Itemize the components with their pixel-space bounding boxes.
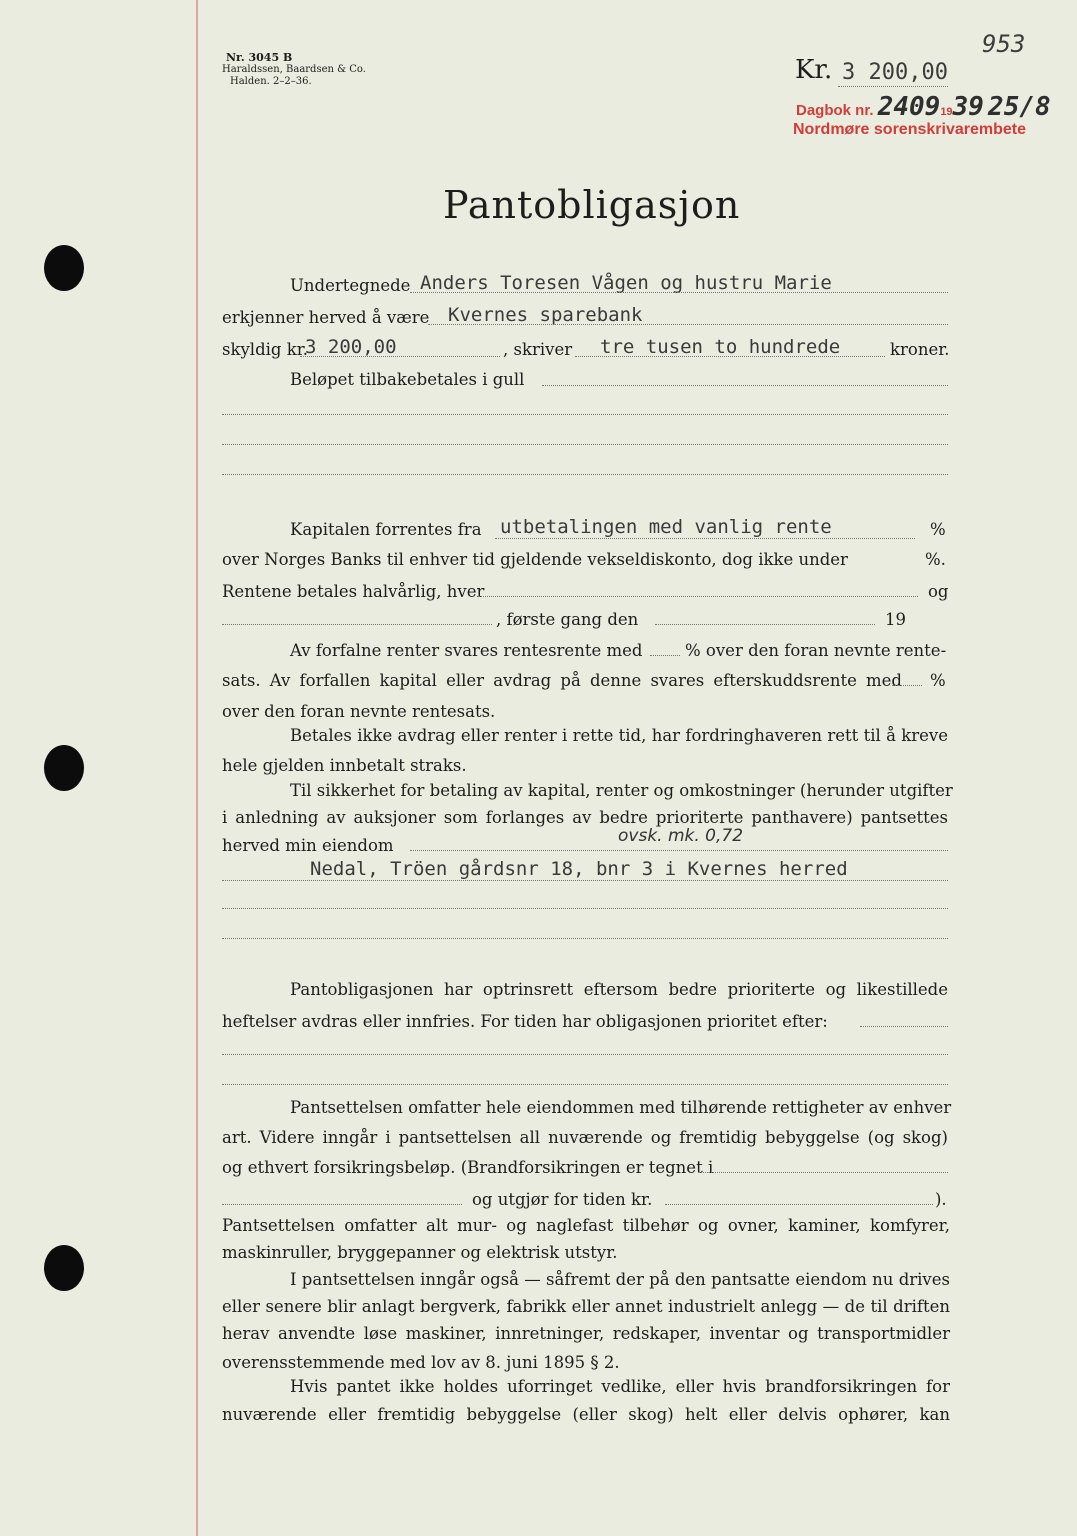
amount-header-value: 3 200,00 [842, 60, 948, 85]
para5-line3: og ethvert forsikringsbeløp. (Brandforsikringen er tegnet i [222, 1158, 714, 1177]
dotted-line [650, 655, 680, 656]
interest-line-4: , første gang den [496, 610, 639, 629]
dotted-line [838, 86, 948, 87]
dotted-line [410, 850, 948, 851]
interest-line-3: Rentene betales halvårlig, hver [222, 582, 485, 601]
dagbok-label: Dagbok nr. [796, 102, 874, 119]
dotted-line [892, 685, 922, 686]
office-stamp: Nordmøre sorenskrivarembete [793, 121, 1026, 138]
dotted-line [575, 356, 885, 357]
year-19: 19 [885, 610, 906, 629]
para2-line2: hele gjelden innbetalt straks. [222, 756, 467, 775]
para8-line2: nuværende eller fremtidig bebyggelse (eller skog) helt eller delvis ophører, kan [222, 1405, 950, 1424]
para5-line4a: og utgjør for tiden kr. [472, 1190, 653, 1209]
dotted-line [222, 938, 948, 939]
amount-label: Kr. [795, 55, 833, 85]
repaid-label: Beløpet tilbakebetales i gull [290, 370, 525, 389]
dagbok-stamp [796, 92, 1051, 122]
para3-line2: i anledning av auksjoner som forlanges av bedre prioriterte panthavere) pantsettes [222, 808, 948, 827]
dotted-line [222, 1204, 462, 1205]
dotted-line [222, 908, 948, 909]
dotted-line [495, 538, 915, 539]
percent-sign: % [930, 671, 946, 690]
interest-from-value: utbetalingen med vanlig rente [500, 516, 832, 538]
dotted-line [665, 1204, 933, 1205]
dotted-line [655, 624, 875, 625]
page-number: 953 [982, 30, 1026, 58]
undersigned-label: Undertegnede [290, 276, 411, 295]
punch-hole [44, 245, 84, 291]
para3-line3: herved min eiendom [222, 836, 394, 855]
para4-line2: heftelser avdras eller innfries. For tiden har obligasjonen prioritet efter: [222, 1012, 828, 1031]
para7-line3: herav anvendte løse maskiner, innretninger, redskaper, inventar og transportmidler [222, 1324, 950, 1343]
amount-words: tre tusen to hundrede [600, 336, 841, 358]
dotted-line [222, 624, 492, 625]
dotted-line [478, 596, 918, 597]
document-title: Pantobligasjon [443, 183, 741, 227]
dotted-line [300, 356, 500, 357]
dotted-line [222, 1054, 948, 1055]
dotted-line [222, 474, 948, 475]
dotted-line [698, 1172, 948, 1173]
form-number: Nr. 3045 B [226, 51, 293, 64]
para1-line2: sats. Av forfallen kapital eller avdrag på denne svares efterskuddsrente med [222, 671, 902, 690]
dagbok-year: 39 [952, 92, 984, 122]
amount-value: 3 200,00 [305, 336, 397, 358]
para5-line4b: ). [935, 1190, 947, 1209]
publisher: Haraldssen, Baardsen & Co. [222, 64, 366, 75]
para7-line4: overensstemmende med lov av 8. juni 1895 § 2. [222, 1353, 620, 1372]
para8-line1: Hvis pantet ikke holdes uforringet vedlike, eller hvis brandforsikringen for [290, 1377, 950, 1396]
para1-line1: Av forfalne renter svares rentesrente med [290, 641, 643, 660]
dotted-line [410, 292, 948, 293]
para2-line1: Betales ikke avdrag eller renter i rette tid, har fordringhaveren rett til å kreve [290, 726, 948, 745]
para4-line1: Pantobligasjonen har optrinsrett eftersom bedre prioriterte og likestillede [290, 980, 948, 999]
para6-line1: Pantsettelsen omfatter alt mur- og naglefast tilbehør og ovner, kaminer, komfyrer, [222, 1216, 950, 1235]
writes-label: , skriver [503, 340, 573, 359]
dagbok-number: 2409 [877, 92, 941, 122]
punch-hole [44, 1245, 84, 1291]
interest-from-label: Kapitalen forrentes fra [290, 520, 482, 539]
dotted-line [428, 324, 948, 325]
para6-line2: maskinruller, bryggepanner og elektrisk utstyr. [222, 1243, 618, 1262]
interest-line-2: over Norges Banks til enhver tid gjeldende vekseldiskonto, dog ikke under [222, 550, 848, 569]
undersigned-value: Anders Toresen Vågen og hustru Marie [420, 272, 832, 294]
dagbok-date: 25/8 [988, 92, 1051, 122]
para5-line2: art. Videre inngår i pantsettelsen all nuværende og fremtidig bebyggelse (og skog) [222, 1128, 948, 1147]
punch-hole [44, 745, 84, 791]
creditor-value: Kvernes sparebank [448, 304, 643, 326]
para3-line1: Til sikkerhet for betaling av kapital, renter og omkostninger (herunder utgifter [290, 781, 953, 800]
year-prefix: 19 [940, 106, 953, 118]
para7-line1: I pantsettelsen inngår også — såfremt der på den pantsatte eiendom nu drives [290, 1270, 950, 1289]
dotted-line [222, 880, 948, 881]
kroner-label: kroner. [890, 340, 950, 359]
pencil-note: ovsk. mk. 0,72 [618, 826, 744, 846]
para1-line3: over den foran nevnte rentesats. [222, 702, 496, 721]
printer-imprint [222, 52, 366, 88]
para5-line1: Pantsettelsen omfatter hele eiendommen med tilhørende rettigheter av enhver [290, 1098, 952, 1117]
para7-line2: eller senere blir anlagt bergverk, fabrikk eller annet industrielt anlegg — de til driften [222, 1297, 950, 1316]
dotted-line [222, 414, 948, 415]
dotted-line [222, 1084, 948, 1085]
property-description: Nedal, Tröen gårdsnr 18, bnr 3 i Kvernes herred [310, 858, 848, 880]
og-label: og [928, 582, 949, 601]
percent-sign: % [930, 520, 946, 539]
dotted-line [542, 385, 948, 386]
owing-label: skyldig kr. [222, 340, 309, 359]
dotted-line [222, 444, 948, 445]
dotted-line [860, 1026, 948, 1027]
percent-sign: %. [925, 550, 946, 569]
place-date: Halden. 2–2–36. [230, 76, 312, 87]
margin-rule [196, 0, 198, 1536]
para1-line1b: % over den foran nevnte rente- [685, 641, 947, 660]
acknowledges-label: erkjenner herved å være [222, 308, 430, 327]
